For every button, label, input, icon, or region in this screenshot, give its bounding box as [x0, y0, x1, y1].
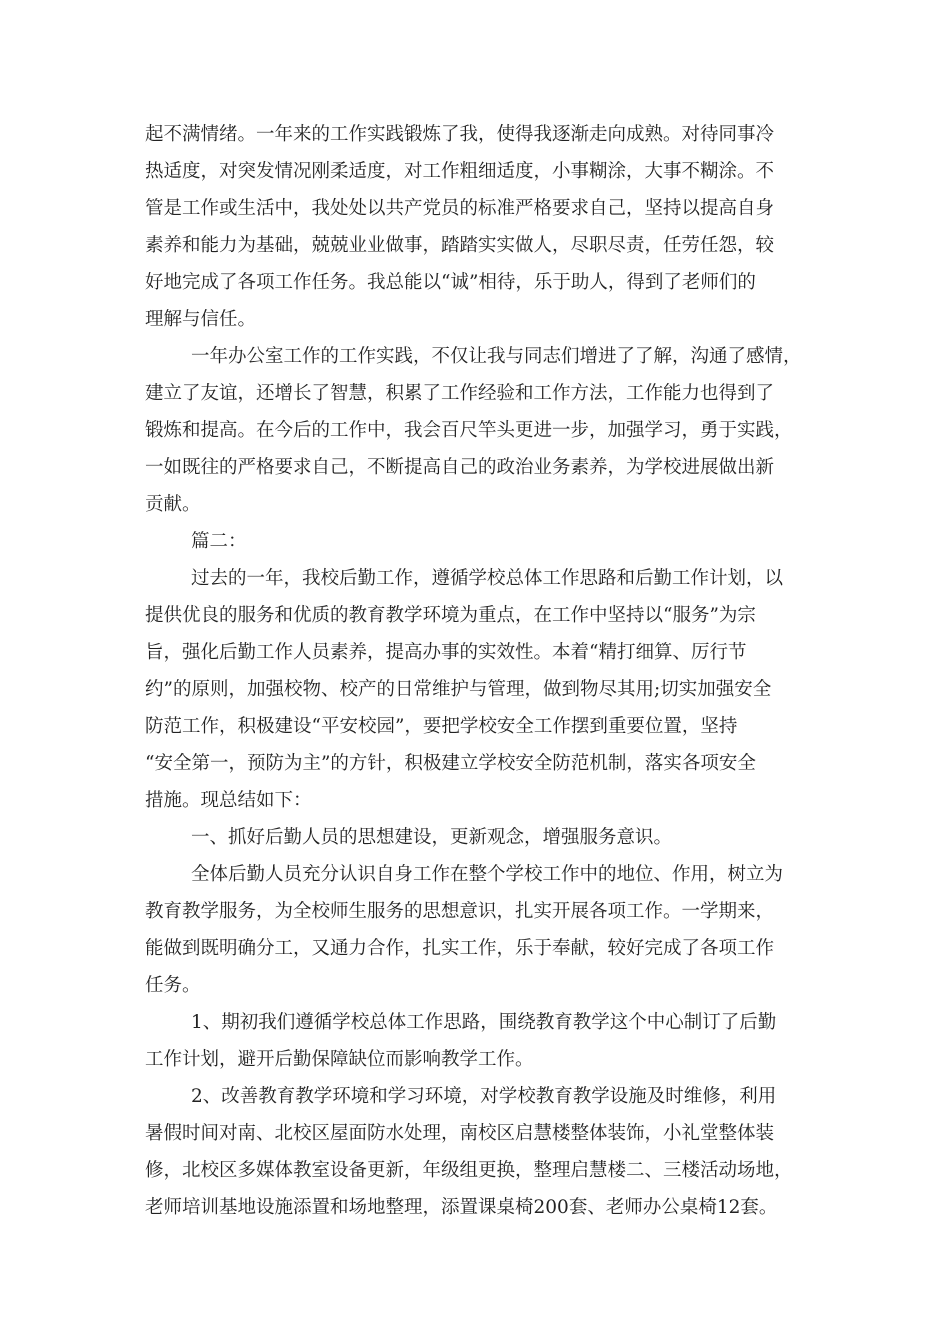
text-line: 措施。现总结如下： — [145, 790, 312, 811]
text-line: 约”的原则，加强校物、校产的日常维护与管理，做到物尽其用;切实加强安全 — [145, 679, 772, 700]
section-heading: 篇二： — [191, 531, 247, 552]
text-line: 旨，强化后勤工作人员素养，提高办事的实效性。本着“精打细算、厉行节 — [145, 642, 747, 663]
text-line: 教育教学服务，为全校师生服务的思想意识，扎实开展各项工作。一学期来， — [145, 901, 775, 922]
text-line: 防范工作，积极建设“平安校园”，要把学校安全工作摆到重要位置，坚持 — [145, 716, 738, 737]
text-line: 锻炼和提高。在今后的工作中，我会百尺竿头更进一步，加强学习，勇于实践， — [145, 420, 793, 441]
text-line: 过去的一年，我校后勤工作，遵循学校总体工作思路和后勤工作计划，以 — [191, 568, 784, 589]
text-line: 一如既往的严格要求自己，不断提高自己的政治业务素养，为学校进展做出新 — [145, 457, 775, 478]
subsection-heading: 一、抓好后勤人员的思想建设，更新观念，增强服务意识。 — [191, 827, 673, 848]
text-line: 热适度，对突发情况刚柔适度，对工作粗细适度，小事糊涂，大事不糊涂。不 — [145, 161, 775, 182]
text-line: 提供优良的服务和优质的教育教学环境为重点，在工作中坚持以“服务”为宗 — [145, 605, 756, 626]
text-line: 1、期初我们遵循学校总体工作思路，围绕教育教学这个中心制订了后勤 — [191, 1012, 777, 1033]
text-line: 能做到既明确分工，又通力合作，扎实工作，乐于奉献，较好完成了各项工作 — [145, 938, 775, 959]
text-line: 理解与信任。 — [145, 309, 257, 330]
text-line: “安全第一，预防为主”的方针，积极建立学校安全防范机制，落实各项安全 — [145, 753, 756, 774]
text-line: 好地完成了各项工作任务。我总能以“诚”相待，乐于助人，得到了老师们的 — [145, 272, 756, 293]
text-line: 管是工作或生活中，我处处以共产党员的标准严格要求自己，坚持以提高自身 — [145, 198, 775, 219]
text-line: 修，北校区多媒体教室设备更新，年级组更换，整理启慧楼二、三楼活动场地， — [145, 1160, 793, 1181]
text-line: 老师培训基地设施添置和场地整理，添置课桌椅200套、老师办公桌椅12套。 — [145, 1197, 778, 1218]
text-line: 全体后勤人员充分认识自身工作在整个学校工作中的地位、作用，树立为 — [191, 864, 784, 885]
text-line: 2、改善教育教学环境和学习环境，对学校教育教学设施及时维修，利用 — [191, 1086, 777, 1107]
text-line: 暑假时间对南、北校区屋面防水处理，南校区启慧楼整体装饰，小礼堂整体装 — [145, 1123, 775, 1144]
text-line: 任务。 — [145, 975, 201, 996]
text-line: 贡献。 — [145, 494, 201, 515]
text-line: 建立了友谊，还增长了智慧，积累了工作经验和工作方法，工作能力也得到了 — [145, 383, 775, 404]
text-line: 工作计划，避开后勤保障缺位而影响教学工作。 — [145, 1049, 534, 1070]
text-line: 一年办公室工作的工作实践，不仅让我与同志们增进了了解，沟通了感情， — [191, 346, 802, 367]
text-line: 素养和能力为基础，兢兢业业做事，踏踏实实做人，尽职尽责，任劳任怨，较 — [145, 235, 775, 256]
text-line: 起不满情绪。一年来的工作实践锻炼了我，使得我逐渐走向成熟。对待同事冷 — [145, 124, 775, 145]
